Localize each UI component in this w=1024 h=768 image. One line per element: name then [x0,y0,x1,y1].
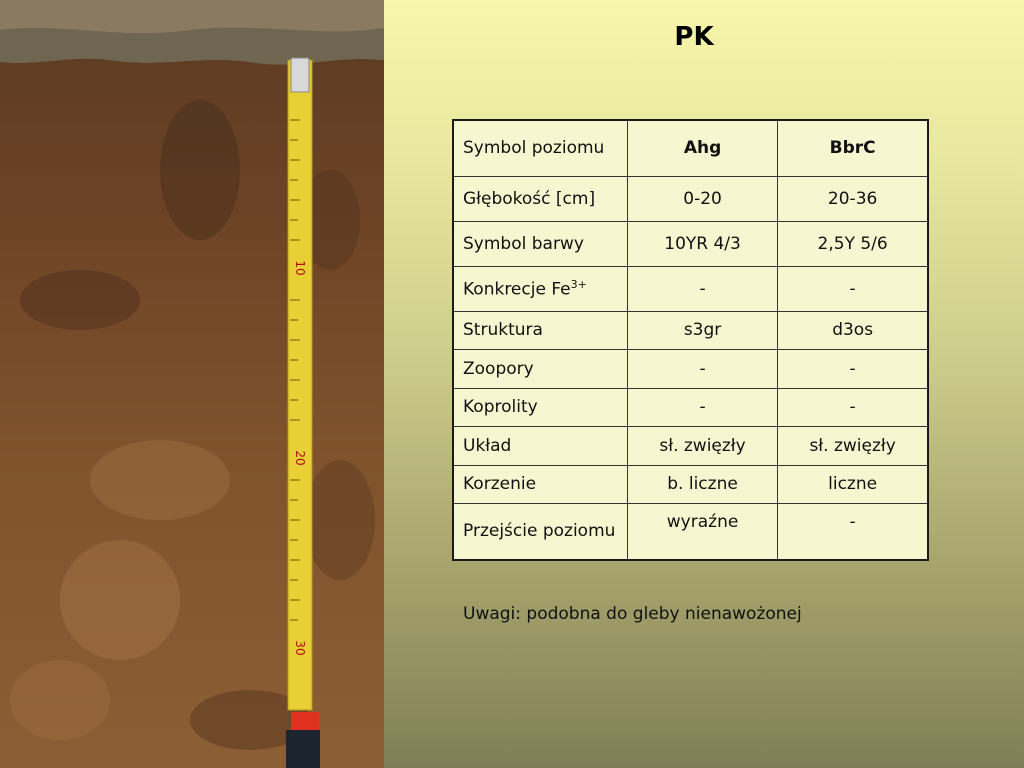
measuring-tape [288,60,312,710]
cell-ahg: b. liczne [627,465,777,503]
row-label-superscript: 3+ [570,277,587,291]
table-row [453,465,928,503]
soil-horizon-table [452,119,929,561]
cell-bbrc: - [778,266,928,311]
table-row [453,349,928,388]
cell-ahg: wyraźne [627,503,777,560]
table-header-ahg: Ahg [627,120,777,176]
row-label: Układ [453,426,627,465]
cell-bbrc: sł. zwięzły [778,426,928,465]
tape-mark-30: 30 [293,640,307,656]
soil-profile-photo [0,0,384,768]
row-label: Zoopory [453,349,627,388]
row-label: Głębokość [cm] [453,176,627,221]
cell-bbrc: 2,5Y 5/6 [778,221,928,266]
cell-bbrc: - [778,349,928,388]
cell-ahg: 10YR 4/3 [627,221,777,266]
table-row [453,426,928,465]
cell-ahg: - [627,349,777,388]
table-row [453,266,928,311]
table-row [453,388,928,426]
row-label-text: Konkrecje Fe [463,279,571,300]
row-label: Przejście poziomu [453,503,627,560]
cell-bbrc: 20-36 [778,176,928,221]
row-label: Koprolity [453,388,627,426]
tape-mark-20: 20 [293,450,307,466]
row-label: Korzenie [453,465,627,503]
table-row [453,503,928,560]
cell-bbrc: liczne [778,465,928,503]
cell-ahg: sł. zwięzły [627,426,777,465]
cell-ahg: s3gr [627,311,777,349]
cell-ahg: - [627,388,777,426]
cell-bbrc: d3os [778,311,928,349]
cell-bbrc: - [778,388,928,426]
cell-ahg: - [627,266,777,311]
table-row [453,311,928,349]
tape-mark-10: 10 [293,260,307,276]
table-row [453,176,928,221]
table-row [453,221,928,266]
cell-bbrc: - [778,503,928,560]
table-header-label: Symbol poziomu [453,120,627,176]
row-label [453,266,627,311]
row-label: Struktura [453,311,627,349]
row-label: Symbol barwy [453,221,627,266]
page-title: PK [674,22,714,52]
remarks-note: Uwagi: podobna do gleby nienawożonej [463,604,802,624]
table-header-bbrc: BbrC [778,120,928,176]
cell-ahg: 0-20 [627,176,777,221]
